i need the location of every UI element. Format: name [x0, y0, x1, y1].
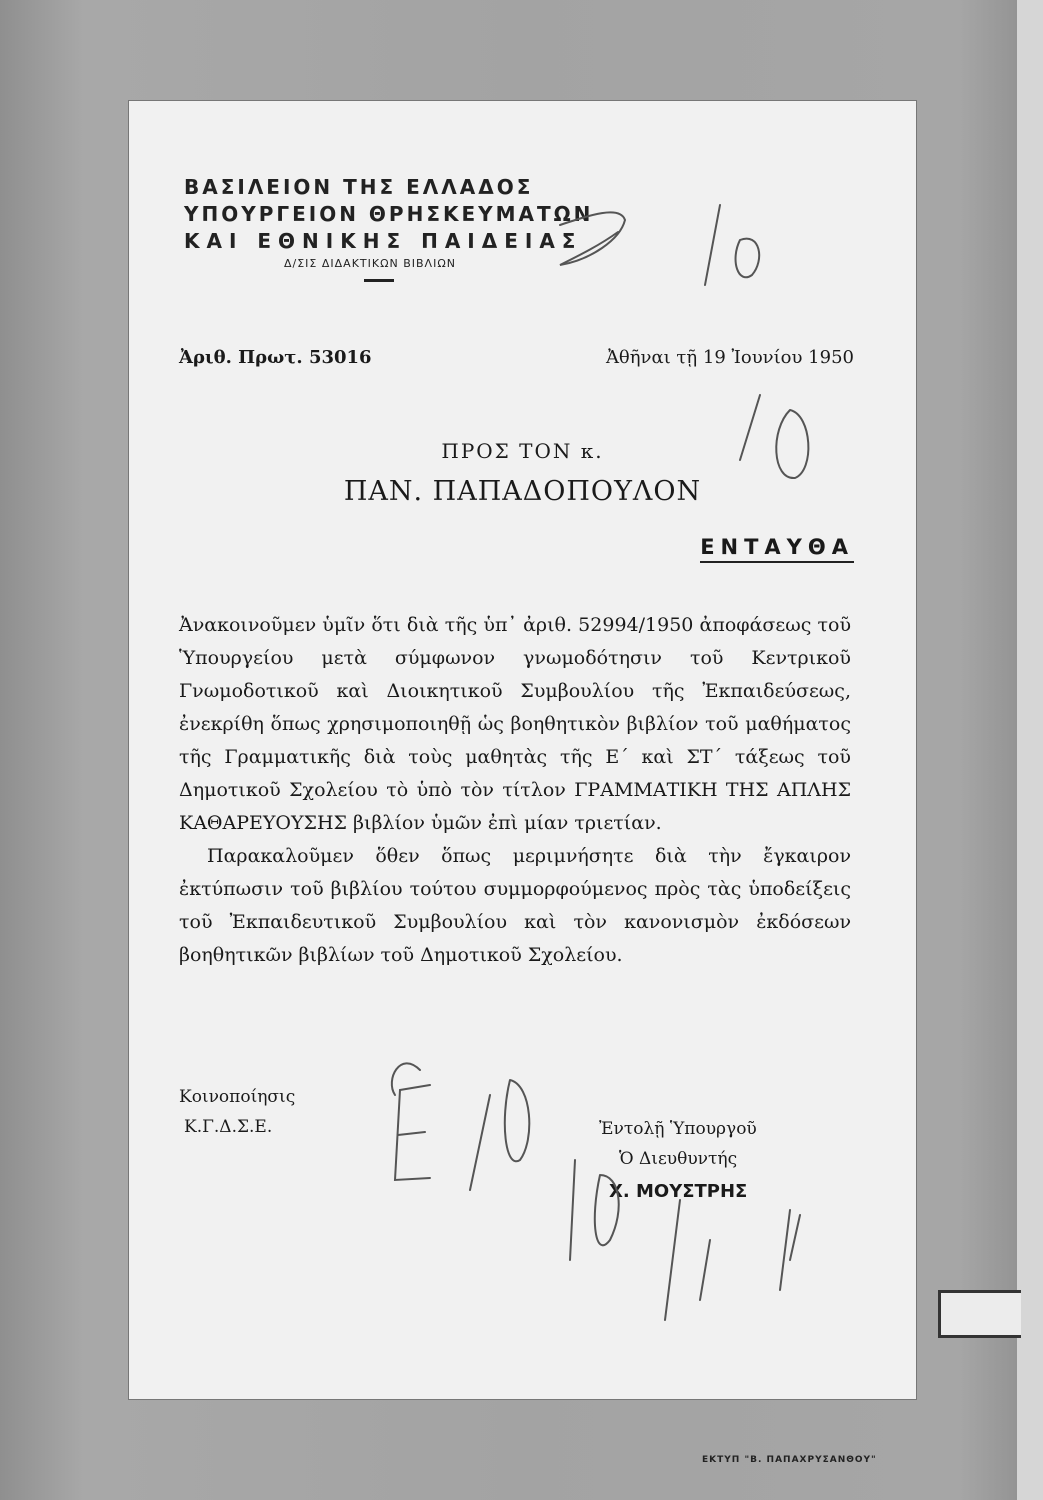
signature-name: Χ. ΜΟΥΣΤΡΗΣ	[609, 1181, 748, 1202]
recipient-name: ΠΑΝ. ΠΑΠΑΔΟΠΟΥΛΟΝ	[343, 476, 702, 507]
signature-order-line: Ἐντολῇ Ὑπουργοῦ	[599, 1119, 757, 1139]
cc-value: Κ.Γ.Δ.Σ.Ε.	[184, 1117, 273, 1137]
body-paragraph-2: Παρακαλοῦμεν ὅθεν ὅπως μεριμνήσητε διὰ τὴν ἔγκαιρον ἐκτύπωσιν τοῦ βιβλίου τούτου συμμορφούμενος πρὸς τὰς ὑποδείξεις τοῦ Ἐκπαιδευτικοῦ Συμβουλίου καὶ τὸν κανονισμὸν ἐκδόσεων βοηθητικῶν βιβλίων τοῦ Δημοτικοῦ Σχολείου.	[179, 845, 851, 966]
letterhead-department: Δ/ΣΙΣ ΔΙΔΑΚΤΙΚΩΝ ΒΙΒΛΙΩΝ	[284, 257, 456, 270]
letter-page	[128, 100, 917, 1400]
letter-body	[179, 609, 851, 972]
recipient-label: ΠΡΟΣ ΤΟΝ κ.	[441, 439, 604, 463]
letter-date: Ἀθῆναι τῇ 19 Ἰουνίου 1950	[605, 347, 854, 368]
body-paragraph-1: Ἀνακοινοῦμεν ὑμῖν ὅτι διὰ τῆς ὑπ᾽ ἀριθ. 52994/1950 ἀποφάσεως τοῦ Ὑπουργείου μετὰ σύμφωνον γνωμοδότησιν τοῦ Κεντρικοῦ Γνωμοδοτικοῦ καὶ Διοικητικοῦ Συμβουλίου τῆς Ἐκπαιδεύσεως, ἐνεκρίθη ὅπως χρησιμοποιηθῇ ὡς βοηθητικὸν βιβλίον τοῦ μαθήματος τῆς Γραμματικῆς διὰ τοὺς μαθητὰς τῆς Ε΄ καὶ ΣΤ΄ τάξεως τοῦ Δημοτικοῦ Σχολείου τὸ ὑπὸ τὸν τίτλον ΓΡΑΜΜΑΤΙΚΗ ΤΗΣ ΑΠΛΗΣ ΚΑΘΑΡΕΥΟΥΣΗΣ βιβλίον ὑμῶν ἐπὶ μίαν τριετίαν.	[179, 614, 851, 834]
printer-imprint: ΕΚΤΥΠ "Β. ΠΑΠΑΧΡΥΣΑΝΘΟΥ"	[702, 1455, 877, 1465]
cover-edge	[1017, 0, 1043, 1500]
library-label-tab	[938, 1290, 1021, 1338]
letterhead-education: ΚΑΙ ΕΘΝΙΚΗΣ ΠΑΙΔΕΙΑΣ	[184, 229, 583, 253]
letterhead-ministry: ΥΠΟΥΡΓΕΙΟΝ ΘΡΗΣΚΕΥΜΑΤΩΝ	[184, 202, 594, 226]
signature-title: Ὁ Διευθυντής	[619, 1149, 738, 1169]
protocol-number: Ἀριθ. Πρωτ. 53016	[179, 347, 372, 368]
letterhead-kingdom: ΒΑΣΙΛΕΙΟΝ ΤΗΣ ΕΛΛΑΔΟΣ	[184, 175, 534, 199]
cc-label: Κοινοποίησις	[179, 1087, 296, 1107]
letterhead	[184, 174, 593, 282]
recipient-location: ΕΝΤΑΥΘΑ	[700, 535, 854, 563]
letterhead-divider	[364, 279, 394, 282]
